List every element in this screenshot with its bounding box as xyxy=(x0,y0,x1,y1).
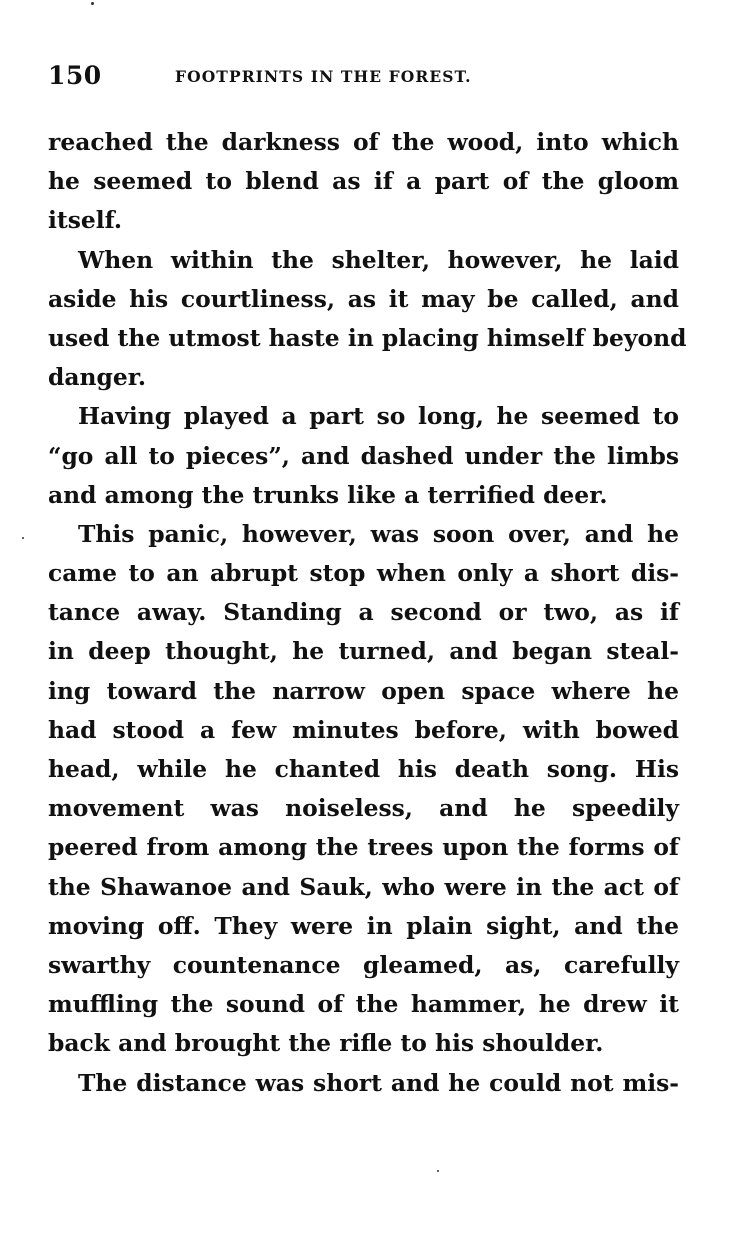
text-line: head, while he chanted his death song. His xyxy=(48,755,679,783)
text-line: ing toward the narrow open space where he xyxy=(48,676,679,705)
body-text xyxy=(48,123,687,1103)
text-line: “go all to pieces”, and dashed under the limbs xyxy=(48,441,679,470)
text-line: aside his courtliness, as it may be called, and xyxy=(48,284,679,313)
text-line: and among the trunks like a terrified deer. xyxy=(48,480,608,509)
text-line: came to an abrupt stop when only a short dis- xyxy=(48,559,679,588)
text-line: in deep thought, he turned, and began steal- xyxy=(48,637,679,666)
text-line: peered from among the trees upon the forms of xyxy=(48,833,679,862)
text-line: back and brought the rifle to his shoulder. xyxy=(48,1029,604,1058)
text-line: used the utmost haste in placing himself beyond xyxy=(48,323,687,352)
text-line: he seemed to blend as if a part of the gloom xyxy=(48,167,679,196)
text-line: muffling the sound of the hammer, he drew it xyxy=(48,990,679,1019)
paragraph xyxy=(48,241,687,398)
running-head xyxy=(48,60,688,92)
text-line: had stood a few minutes before, with bowed xyxy=(48,715,679,744)
print-speck xyxy=(91,2,94,5)
text-line: reached the darkness of the wood, into which xyxy=(48,128,679,156)
paragraph xyxy=(48,1064,679,1103)
text-line: tance away. Standing a second or two, as if xyxy=(48,598,679,627)
print-speck xyxy=(22,537,24,539)
text-line: the Shawanoe and Sauk, who were in the act of xyxy=(48,872,679,901)
paragraph xyxy=(48,123,679,241)
print-speck xyxy=(437,1170,439,1172)
text-line: movement was noiseless, and he speedily xyxy=(48,794,679,823)
text-line: The distance was short and he could not mis- xyxy=(78,1068,679,1097)
text-line: itself. xyxy=(48,206,122,235)
running-title: FOOTPRINTS IN THE FOREST. xyxy=(175,67,472,86)
page-number: 150 xyxy=(48,61,102,90)
text-line: swarthy countenance gleamed, as, carefully xyxy=(48,950,679,979)
paragraph xyxy=(48,397,679,515)
text-line: When within the shelter, however, he laid xyxy=(78,245,679,274)
text-line: danger. xyxy=(48,363,147,392)
text-line: moving off. They were in plain sight, and the xyxy=(48,911,679,940)
text-line: Having played a part so long, he seemed to xyxy=(78,402,679,431)
text-line: This panic, however, was soon over, and he xyxy=(78,519,679,548)
paragraph xyxy=(48,515,679,1064)
